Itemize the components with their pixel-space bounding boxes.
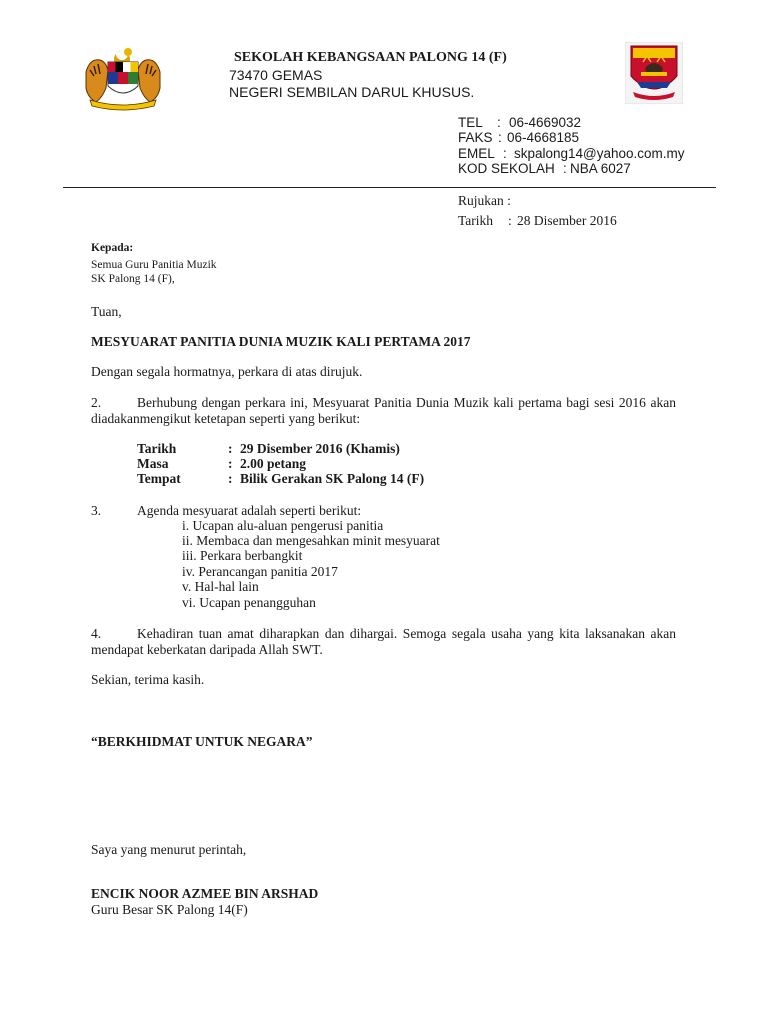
tarikh-sep: : [508,213,512,228]
tel-label: TEL [458,115,483,130]
tel-value: 06-4669032 [509,115,582,130]
recipient-line-2: SK Palong 14 (F), [91,273,175,285]
para-2-text: Berhubung dengan perkara ini, Mesyuarat Panitia Dunia Muzik kali pertama bagi sesi 2016 akan diadakanmengikut ketetapan seperti yang berikut: [91,395,676,426]
faks-sep: : [498,130,502,145]
agenda-item: ii. Membaca dan mengesahkan minit mesyuarat [182,533,440,548]
agenda-item: iii. Perkara berbangkit [182,548,303,563]
meeting-masa-sep: : [228,456,233,471]
salutation: Tuan, [91,304,122,319]
emel-sep: : [503,146,507,161]
kod-sekolah-value: NBA 6027 [570,161,631,176]
closing-line: Sekian, terima kasih. [91,672,205,687]
meeting-tempat-sep: : [228,471,233,486]
para-4-text: Kehadiran tuan amat diharapkan dan dihargai. Semoga segala usaha yang kita laksanakan akan mendapat keberkatan daripada Allah SWT. [91,626,676,657]
header-divider [63,187,716,188]
malaysia-coat-of-arms-icon [80,44,166,112]
address-line-2: NEGERI SEMBILAN DARUL KHUSUS. [229,84,475,100]
faks-value: 06-4668185 [507,130,580,145]
school-name: SEKOLAH KEBANGSAAN PALONG 14 (F) [234,50,507,65]
tarikh-label: Tarikh [458,213,494,228]
meeting-tarikh-sep: : [228,441,233,456]
meeting-masa-value: 2.00 petang [240,456,307,471]
agenda-item: vi. Ucapan penangguhan [182,595,316,610]
meeting-tempat-value: Bilik Gerakan SK Palong 14 (F) [240,471,425,486]
para-3-number: 3. [91,503,102,518]
para-2-number: 2. [91,395,102,410]
tel-sep: : [497,115,501,130]
emel-value: skpalong14@yahoo.com.my [514,146,685,161]
subject: MESYUARAT PANITIA DUNIA MUZIK KALI PERTAMA 2017 [91,334,471,349]
signoff-line: Saya yang menurut perintah, [91,842,247,857]
agenda-item: v. Hal-hal lain [182,579,259,594]
meeting-tarikh-label: Tarikh [137,441,177,456]
para-4-number: 4. [91,626,102,641]
school-crest-icon [625,42,683,104]
opening-line: Dengan segala hormatnya, perkara di atas dirujuk. [91,364,363,379]
agenda-item: i. Ucapan alu-aluan pengerusi panitia [182,518,384,533]
kepada-label: Kepada: [91,242,134,254]
kod-sekolah-label: KOD SEKOLAH [458,161,555,176]
meeting-tempat-label: Tempat [137,471,181,486]
meeting-masa-label: Masa [137,456,169,471]
signatory-title: Guru Besar SK Palong 14(F) [91,902,248,917]
agenda-item: iv. Perancangan panitia 2017 [182,564,338,579]
para-3-text: Agenda mesyuarat adalah seperti berikut: [137,503,362,518]
kod-sekolah-sep: : [563,161,567,176]
recipient-line-1: Semua Guru Panitia Muzik [91,259,217,271]
meeting-tarikh-value: 29 Disember 2016 (Khamis) [240,441,400,456]
signatory-name: ENCIK NOOR AZMEE BIN ARSHAD [91,886,319,901]
motto: “BERKHIDMAT UNTUK NEGARA” [91,734,313,749]
emel-label: EMEL [458,146,495,161]
faks-label: FAKS [458,130,493,145]
address-line-1: 73470 GEMAS [229,67,323,83]
tarikh-value: 28 Disember 2016 [517,213,617,228]
rujukan-label: Rujukan : [458,193,511,208]
